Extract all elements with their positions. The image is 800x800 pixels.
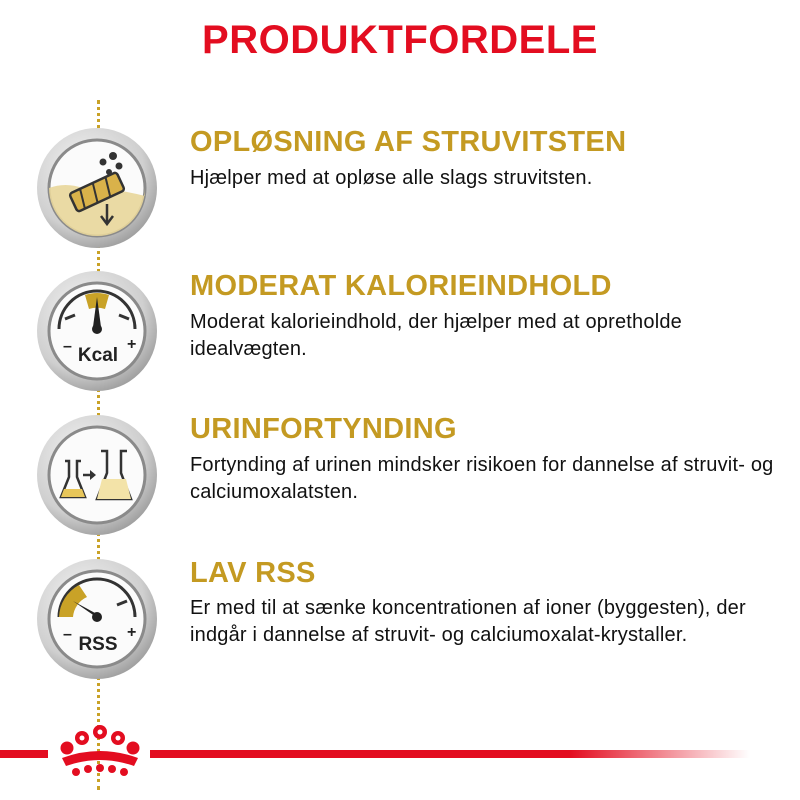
royal-crown-logo-icon [54, 722, 146, 782]
svg-text:+: + [127, 336, 137, 353]
footer-red-bar-right [150, 750, 750, 758]
page-title: PRODUKTFORDELE [202, 18, 598, 62]
svg-text:–: – [63, 338, 72, 355]
svg-text:–: – [63, 626, 72, 643]
rss-gauge-icon [35, 557, 159, 681]
kcal-icon-label: Kcal [77, 345, 119, 366]
feature-text: Er med til at sænke koncentrationen af ioner (byggesten), der indgår i dannelse af struvit- og calciumoxalat-krystaller. [190, 597, 746, 646]
rss-icon-label: RSS [78, 634, 118, 655]
feature-title: OPLØSNING AF STRUVITSTEN [190, 126, 627, 158]
urine-dilution-beakers-icon [35, 413, 159, 537]
feature-title: LAV RSS [190, 557, 316, 589]
feature-text: Hjælper med at opløse alle slags struvitsten. [190, 167, 593, 189]
feature-text: Moderat kalorieindhold, der hjælper med at opretholde idealvægten. [190, 311, 682, 360]
feature-title: URINFORTYNDING [190, 413, 457, 445]
dissolving-crystal-icon [35, 126, 159, 250]
footer-red-bar-left [0, 750, 48, 758]
svg-text:+: + [127, 624, 137, 641]
kcal-gauge-icon [35, 269, 159, 393]
feature-title: MODERAT KALORIEINDHOLD [190, 270, 612, 302]
feature-text: Fortynding af urinen mindsker risikoen for dannelse af struvit- og calciumoxalatsten. [190, 454, 774, 503]
